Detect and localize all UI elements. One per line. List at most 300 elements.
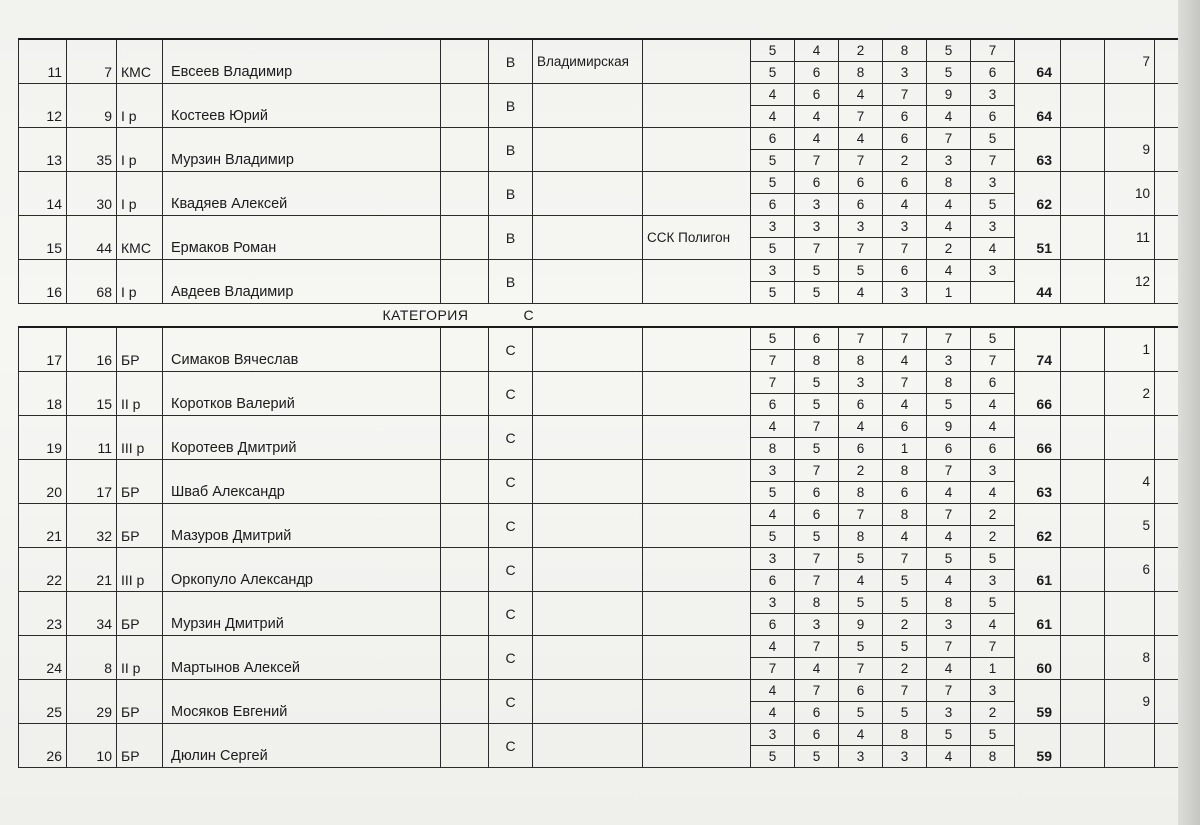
score-cell: 5: [927, 548, 971, 570]
score-cell: 9: [839, 614, 883, 636]
total-score: 64: [1015, 84, 1061, 128]
score-cell: 5: [839, 548, 883, 570]
athlete-region: [533, 548, 643, 592]
score-cell: 6: [883, 482, 927, 504]
score-cell: 4: [883, 394, 927, 416]
table-row: [19, 84, 1181, 106]
score-cell: 5: [971, 128, 1015, 150]
athlete-club: [643, 460, 751, 504]
athlete-category: С: [489, 327, 533, 372]
athlete-region: [533, 128, 643, 172]
score-cell: 5: [883, 570, 927, 592]
score-cell: 3: [751, 260, 795, 282]
score-cell: 4: [795, 39, 839, 62]
athlete-name: Мазуров Дмитрий: [163, 504, 441, 548]
score-cell: 5: [751, 238, 795, 260]
row-number: 14: [19, 172, 67, 216]
score-cell: 6: [795, 482, 839, 504]
score-cell: 5: [751, 526, 795, 548]
row-number: 25: [19, 680, 67, 724]
score-cell: 4: [971, 416, 1015, 438]
athlete-club: [643, 260, 751, 304]
bib-number: 17: [67, 460, 117, 504]
score-cell: 7: [927, 327, 971, 350]
score-cell: 8: [839, 526, 883, 548]
score-cell: 4: [751, 702, 795, 724]
score-cell: 5: [795, 394, 839, 416]
athlete-region: [533, 372, 643, 416]
score-cell: 4: [927, 746, 971, 768]
athlete-region: [533, 327, 643, 372]
row-number: 20: [19, 460, 67, 504]
empty-cell: [1155, 172, 1181, 216]
table-row: [19, 260, 1181, 282]
sport-rank: БР: [117, 327, 163, 372]
row-number: 18: [19, 372, 67, 416]
score-cell: 3: [751, 216, 795, 238]
total-score: 63: [1015, 128, 1061, 172]
score-cell: 6: [795, 504, 839, 526]
score-cell: 9: [927, 84, 971, 106]
score-cell: 3: [971, 172, 1015, 194]
score-cell: 3: [971, 216, 1015, 238]
athlete-club: [643, 636, 751, 680]
final-place: [1105, 84, 1155, 128]
row-number: 21: [19, 504, 67, 548]
score-cell: 5: [927, 39, 971, 62]
athlete-name: Дюлин Сергей: [163, 724, 441, 768]
score-cell: 4: [839, 570, 883, 592]
row-number: 12: [19, 84, 67, 128]
final-place: 12: [1105, 260, 1155, 304]
score-cell: 8: [839, 350, 883, 372]
score-cell: 2: [883, 150, 927, 172]
score-cell: 5: [839, 702, 883, 724]
score-cell: 8: [927, 592, 971, 614]
sport-rank: II р: [117, 636, 163, 680]
score-cell: 1: [883, 438, 927, 460]
score-cell: 4: [751, 84, 795, 106]
score-cell: 3: [971, 570, 1015, 592]
score-cell: 3: [839, 216, 883, 238]
table-row: [19, 680, 1181, 702]
score-cell: 3: [751, 460, 795, 482]
score-cell: 4: [751, 680, 795, 702]
score-cell: 2: [883, 614, 927, 636]
empty-cell: [1155, 636, 1181, 680]
score-cell: 4: [839, 128, 883, 150]
score-cell: 5: [971, 592, 1015, 614]
empty-cell: [1061, 592, 1105, 636]
score-cell: 4: [839, 724, 883, 746]
score-cell: 8: [883, 504, 927, 526]
score-cell: 7: [883, 372, 927, 394]
athlete-category: С: [489, 460, 533, 504]
empty-cell: [441, 680, 489, 724]
final-place: 6: [1105, 548, 1155, 592]
table-row: [19, 172, 1181, 194]
score-cell: 6: [795, 327, 839, 350]
score-cell: 7: [971, 636, 1015, 658]
score-cell: 6: [971, 372, 1015, 394]
score-cell: 4: [927, 570, 971, 592]
score-cell: 3: [751, 548, 795, 570]
score-cell: 2: [971, 526, 1015, 548]
athlete-name: Мурзин Владимир: [163, 128, 441, 172]
table-row: [19, 636, 1181, 658]
sport-rank: I р: [117, 128, 163, 172]
score-cell: 2: [971, 504, 1015, 526]
empty-cell: [1155, 416, 1181, 460]
score-cell: 5: [751, 150, 795, 172]
empty-cell: [1155, 372, 1181, 416]
final-place: 10: [1105, 172, 1155, 216]
athlete-category: С: [489, 680, 533, 724]
score-cell: 4: [795, 106, 839, 128]
bib-number: 7: [67, 39, 117, 84]
score-cell: 6: [795, 702, 839, 724]
athlete-category: С: [489, 548, 533, 592]
category-heading-value: С: [523, 307, 534, 323]
athlete-category: С: [489, 636, 533, 680]
category-heading: [19, 304, 1181, 328]
score-cell: 7: [883, 680, 927, 702]
row-number: 22: [19, 548, 67, 592]
score-cell: 4: [883, 350, 927, 372]
athlete-category: С: [489, 724, 533, 768]
final-place: 7: [1105, 39, 1155, 84]
empty-cell: [1061, 680, 1105, 724]
final-place: 9: [1105, 128, 1155, 172]
athlete-club: [643, 172, 751, 216]
score-cell: 8: [795, 350, 839, 372]
score-cell: 7: [927, 680, 971, 702]
table-row: [19, 592, 1181, 614]
total-score: 74: [1015, 327, 1061, 372]
athlete-region: [533, 460, 643, 504]
score-cell: 3: [883, 746, 927, 768]
empty-cell: [1155, 724, 1181, 768]
score-cell: 4: [883, 194, 927, 216]
score-cell: 4: [839, 84, 883, 106]
row-number: 11: [19, 39, 67, 84]
total-score: 44: [1015, 260, 1061, 304]
score-cell: 5: [971, 327, 1015, 350]
athlete-name: Авдеев Владимир: [163, 260, 441, 304]
score-cell: 5: [839, 592, 883, 614]
score-cell: 6: [751, 570, 795, 592]
score-cell: 7: [971, 350, 1015, 372]
athlete-name: Оркопуло Александр: [163, 548, 441, 592]
athlete-category: В: [489, 84, 533, 128]
empty-cell: [1155, 460, 1181, 504]
score-cell: 7: [971, 39, 1015, 62]
score-cell: 4: [751, 636, 795, 658]
empty-cell: [1155, 548, 1181, 592]
score-cell: 7: [839, 106, 883, 128]
athlete-name: Коротков Валерий: [163, 372, 441, 416]
athlete-region: [533, 216, 643, 260]
score-cell: 6: [751, 128, 795, 150]
score-cell: 5: [751, 482, 795, 504]
bib-number: 35: [67, 128, 117, 172]
score-cell: 4: [927, 106, 971, 128]
score-cell: 7: [883, 548, 927, 570]
final-place: 8: [1105, 636, 1155, 680]
score-cell: 8: [751, 438, 795, 460]
table-row: [19, 372, 1181, 394]
empty-cell: [1061, 636, 1105, 680]
score-cell: 5: [971, 724, 1015, 746]
total-score: 64: [1015, 39, 1061, 84]
final-place: 2: [1105, 372, 1155, 416]
score-cell: 5: [795, 438, 839, 460]
score-cell: 5: [927, 62, 971, 84]
final-place: 1: [1105, 327, 1155, 372]
table-row: [19, 39, 1181, 62]
empty-cell: [1155, 592, 1181, 636]
score-cell: 1: [927, 282, 971, 304]
athlete-name: Шваб Александр: [163, 460, 441, 504]
score-cell: 4: [839, 282, 883, 304]
score-cell: 4: [927, 526, 971, 548]
table-row: [19, 724, 1181, 746]
score-cell: 3: [795, 216, 839, 238]
score-cell: 7: [839, 327, 883, 350]
athlete-name: Ермаков Роман: [163, 216, 441, 260]
score-cell: 3: [883, 282, 927, 304]
score-cell: 7: [795, 460, 839, 482]
score-cell: 6: [883, 128, 927, 150]
athlete-name: Мосяков Евгений: [163, 680, 441, 724]
total-score: 51: [1015, 216, 1061, 260]
empty-cell: [1061, 216, 1105, 260]
score-cell: 6: [883, 172, 927, 194]
empty-cell: [1155, 39, 1181, 84]
row-number: 16: [19, 260, 67, 304]
score-cell: 7: [839, 150, 883, 172]
score-cell: 5: [751, 327, 795, 350]
score-cell: 5: [751, 172, 795, 194]
score-cell: 6: [839, 394, 883, 416]
empty-cell: [1061, 724, 1105, 768]
bib-number: 15: [67, 372, 117, 416]
athlete-category: С: [489, 416, 533, 460]
score-cell: 6: [971, 438, 1015, 460]
score-cell: 7: [883, 238, 927, 260]
athlete-region: [533, 724, 643, 768]
score-cell: 7: [795, 238, 839, 260]
score-cell: 6: [839, 680, 883, 702]
score-cell: 7: [839, 238, 883, 260]
athlete-club: [643, 84, 751, 128]
score-cell: 5: [839, 260, 883, 282]
athlete-category: В: [489, 172, 533, 216]
score-cell: 5: [883, 636, 927, 658]
score-cell: 8: [971, 746, 1015, 768]
empty-cell: [441, 327, 489, 372]
row-number: 17: [19, 327, 67, 372]
athlete-club: ССК Полигон: [643, 216, 751, 260]
score-cell: 3: [927, 702, 971, 724]
bib-number: 21: [67, 548, 117, 592]
score-cell: 7: [971, 150, 1015, 172]
final-place: [1105, 724, 1155, 768]
bib-number: 32: [67, 504, 117, 548]
score-cell: 3: [795, 194, 839, 216]
empty-cell: [441, 39, 489, 84]
row-number: 13: [19, 128, 67, 172]
score-cell: 5: [927, 724, 971, 746]
bib-number: 8: [67, 636, 117, 680]
score-cell: 4: [971, 482, 1015, 504]
score-cell: 4: [839, 416, 883, 438]
empty-cell: [1155, 128, 1181, 172]
empty-cell: [1061, 548, 1105, 592]
score-cell: 8: [927, 172, 971, 194]
score-cell: 6: [839, 172, 883, 194]
score-cell: 3: [883, 216, 927, 238]
final-place: 5: [1105, 504, 1155, 548]
empty-cell: [441, 460, 489, 504]
score-cell: 5: [751, 39, 795, 62]
empty-cell: [441, 724, 489, 768]
athlete-category: В: [489, 216, 533, 260]
bib-number: 11: [67, 416, 117, 460]
score-cell: 3: [839, 372, 883, 394]
athlete-region: [533, 504, 643, 548]
score-cell: 7: [795, 548, 839, 570]
score-cell: 6: [971, 106, 1015, 128]
score-cell: 5: [971, 194, 1015, 216]
bib-number: 30: [67, 172, 117, 216]
score-cell: 3: [971, 680, 1015, 702]
athlete-name: Костеев Юрий: [163, 84, 441, 128]
score-cell: 7: [883, 327, 927, 350]
score-cell: 2: [883, 658, 927, 680]
score-cell: 5: [751, 746, 795, 768]
total-score: 62: [1015, 172, 1061, 216]
score-cell: 3: [927, 614, 971, 636]
empty-cell: [1061, 128, 1105, 172]
score-cell: 5: [751, 62, 795, 84]
score-cell: 2: [927, 238, 971, 260]
bib-number: 9: [67, 84, 117, 128]
results-table: [18, 38, 1181, 768]
score-cell: 8: [927, 372, 971, 394]
score-cell: 6: [927, 438, 971, 460]
score-cell: 7: [795, 570, 839, 592]
score-cell: 2: [971, 702, 1015, 724]
final-place: [1105, 592, 1155, 636]
athlete-club: [643, 39, 751, 84]
athlete-category: В: [489, 39, 533, 84]
total-score: 61: [1015, 592, 1061, 636]
score-cell: 4: [971, 238, 1015, 260]
athlete-category: В: [489, 260, 533, 304]
score-cell: [971, 282, 1015, 304]
total-score: 66: [1015, 372, 1061, 416]
empty-cell: [441, 416, 489, 460]
score-cell: 8: [883, 460, 927, 482]
sport-rank: КМС: [117, 39, 163, 84]
sport-rank: БР: [117, 460, 163, 504]
athlete-club: [643, 548, 751, 592]
score-cell: 3: [971, 84, 1015, 106]
table-row: [19, 504, 1181, 526]
category-heading-row: [19, 304, 1181, 328]
table-row: [19, 216, 1181, 238]
score-cell: 6: [795, 62, 839, 84]
sport-rank: I р: [117, 84, 163, 128]
sport-rank: БР: [117, 592, 163, 636]
empty-cell: [1155, 84, 1181, 128]
category-heading-label: КАТЕГОРИЯ: [382, 307, 469, 323]
table-row: [19, 416, 1181, 438]
score-cell: 5: [795, 282, 839, 304]
score-cell: 3: [839, 746, 883, 768]
athlete-category: В: [489, 128, 533, 172]
empty-cell: [1155, 327, 1181, 372]
score-cell: 6: [839, 438, 883, 460]
athlete-region: [533, 84, 643, 128]
score-cell: 3: [751, 724, 795, 746]
athlete-region: [533, 172, 643, 216]
score-cell: 7: [927, 504, 971, 526]
total-score: 66: [1015, 416, 1061, 460]
score-cell: 6: [883, 416, 927, 438]
row-number: 19: [19, 416, 67, 460]
empty-cell: [1155, 216, 1181, 260]
score-cell: 7: [795, 416, 839, 438]
table-row: [19, 548, 1181, 570]
score-cell: 4: [927, 482, 971, 504]
total-score: 60: [1015, 636, 1061, 680]
empty-cell: [1061, 504, 1105, 548]
athlete-region: [533, 416, 643, 460]
score-cell: 3: [971, 260, 1015, 282]
athlete-club: [643, 592, 751, 636]
score-cell: 2: [839, 39, 883, 62]
score-cell: 3: [795, 614, 839, 636]
score-cell: 7: [883, 84, 927, 106]
score-cell: 6: [795, 84, 839, 106]
score-cell: 3: [751, 592, 795, 614]
score-cell: 7: [795, 636, 839, 658]
athlete-name: Коротеев Дмитрий: [163, 416, 441, 460]
score-cell: 3: [883, 62, 927, 84]
total-score: 59: [1015, 724, 1061, 768]
score-cell: 6: [883, 106, 927, 128]
score-cell: 5: [927, 394, 971, 416]
score-cell: 7: [751, 658, 795, 680]
score-cell: 7: [839, 504, 883, 526]
bib-number: 34: [67, 592, 117, 636]
athlete-club: [643, 680, 751, 724]
table-row: [19, 460, 1181, 482]
athlete-club: [643, 327, 751, 372]
empty-cell: [441, 172, 489, 216]
score-cell: 8: [839, 482, 883, 504]
empty-cell: [441, 592, 489, 636]
score-cell: 7: [795, 680, 839, 702]
empty-cell: [1061, 172, 1105, 216]
final-place: [1105, 416, 1155, 460]
row-number: 15: [19, 216, 67, 260]
score-cell: 7: [927, 460, 971, 482]
score-cell: 4: [971, 614, 1015, 636]
sport-rank: КМС: [117, 216, 163, 260]
